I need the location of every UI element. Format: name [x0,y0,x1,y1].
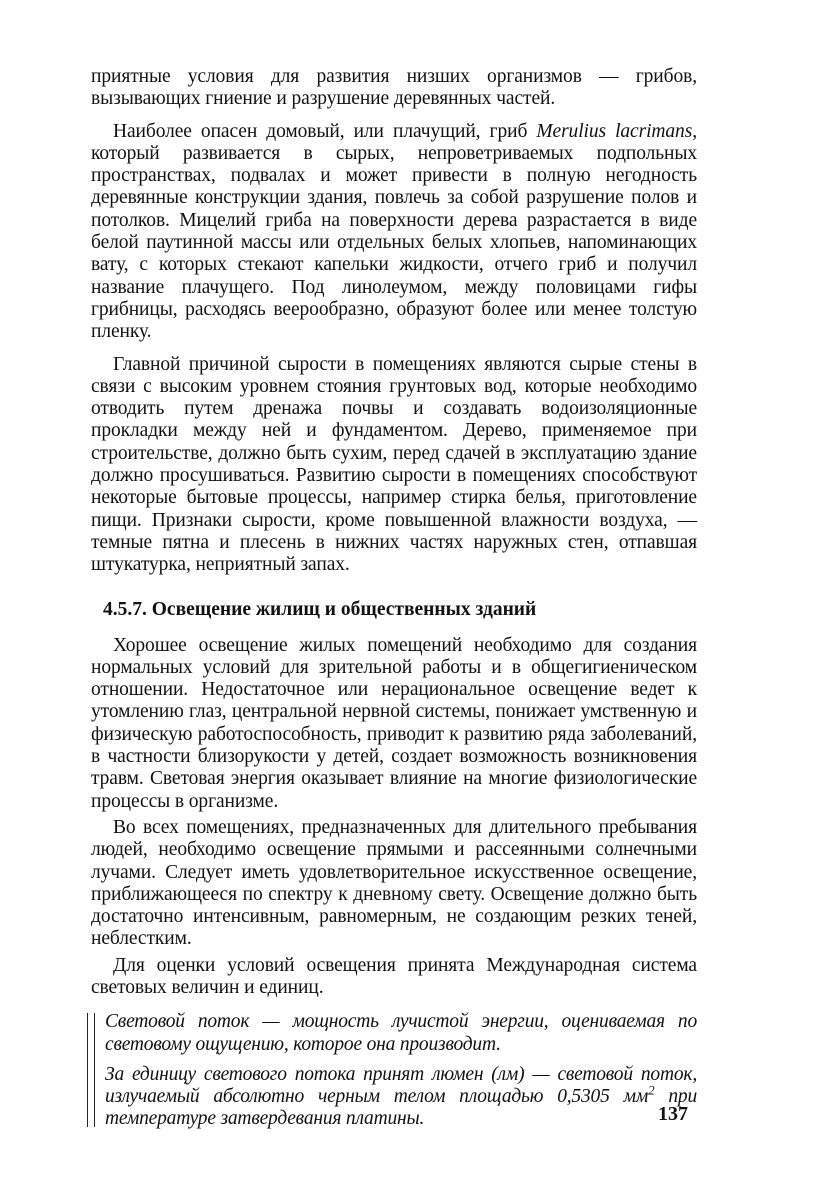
paragraph-house-fungus-rest: , который развивается в сырых, непроветриваемых подпольных пространствах, подвалах и может привести в полную негодность деревянные конструкции здания, повлечь за собой разрушение полов и потолков. Мицелий гриба на поверхности дерева разрастается в виде белой паутинной массы или отдельных белых хлопьев, напоминающих вату, с которых стекают капельки жидкости, отчего гриб и получил название плачущего. Под линолеумом, между половицами гифы грибницы, расходясь веерообразно, образуют более или менее толстую пленку. [91,120,697,343]
paragraph-lighting-units: Для оценки условий освещения принята Международная система световых величин и единиц. [91,954,697,998]
paragraph-dampness: Главной причиной сырости в помещениях являются сырые стены в связи с высоким уровнем стояния грунтовых вод, которые необходимо отводить путем дренажа почвы и создавать водоизоляционные прокладки между ней и фундаментом. Дерево, применяемое при строительстве, должно быть сухим, перед сдачей в эксплуатацию здание должно просушиваться. Развитию сырости в помещениях способствуют некоторые бытовые процессы, например стирка белья, приготовление пищи. Признаки сырости, кроме повышенной влажности воздуха, — темные пятна и плесень в нижних частях наружных стен, отпавшая штукатурка, неприятный запах. [91,353,697,576]
definitions-block [91,1011,697,1130]
superscript-2: 2 [648,1082,655,1098]
page-number: 137 [658,1103,688,1125]
paragraph-lighting-importance: Хорошее освещение жилых помещений необходимо для создания нормальных условий для зрительной работы и в общегигиеническом отношении. Недостаточное или нерациональное освещение ведет к утомлению глаз, центральной нервной системы, понижает умственную и физическую работоспособность, приводит к развитию ряда заболеваний, в частности близорукости у детей, создает возможность возникновения травм. Световая энергия оказывает влияние на многие физиологические процессы в организме. [91,634,697,812]
latin-name: Merulius lacrimans [536,120,693,142]
paragraph-house-fungus-start: Наиболее опасен домовый, или плачущий, гриб [113,120,537,142]
paragraph-lighting-requirements: Во всех помещениях, предназначенных для длительного пребывания людей, необходимо освещение прямыми и рассеянными солнечными лучами. Следует иметь удовлетворительное искусственное освещение, приближающееся по спектру к дневному свету. Освещение должно быть достаточно интенсивным, равномерным, не создающим резких теней, неблестким. [91,816,697,950]
paragraph-house-fungus [91,121,697,344]
page-content [91,66,697,1131]
definition-luminous-flux: Световой поток — мощность лучистой энергии, оцениваемая по световому ощущению, которое она производит. [105,1011,697,1055]
definition-lumen-start: За единицу светового потока принят люмен (лм) — световой поток, излучаемый абсолютно черным телом площадью 0,5305 мм [105,1063,697,1108]
definition-lumen-end: при температуре затвердевания платины. [105,1086,697,1130]
section-heading: 4.5.7. Освещение жилищ и общественных зданий [103,598,537,620]
definition-margin-bar [87,1013,95,1126]
definition-lumen [105,1064,697,1131]
paragraph-fungi-intro: приятные условия для развития низших организмов — грибов, вызывающих гниение и разрушение деревянных частей. [91,66,697,110]
